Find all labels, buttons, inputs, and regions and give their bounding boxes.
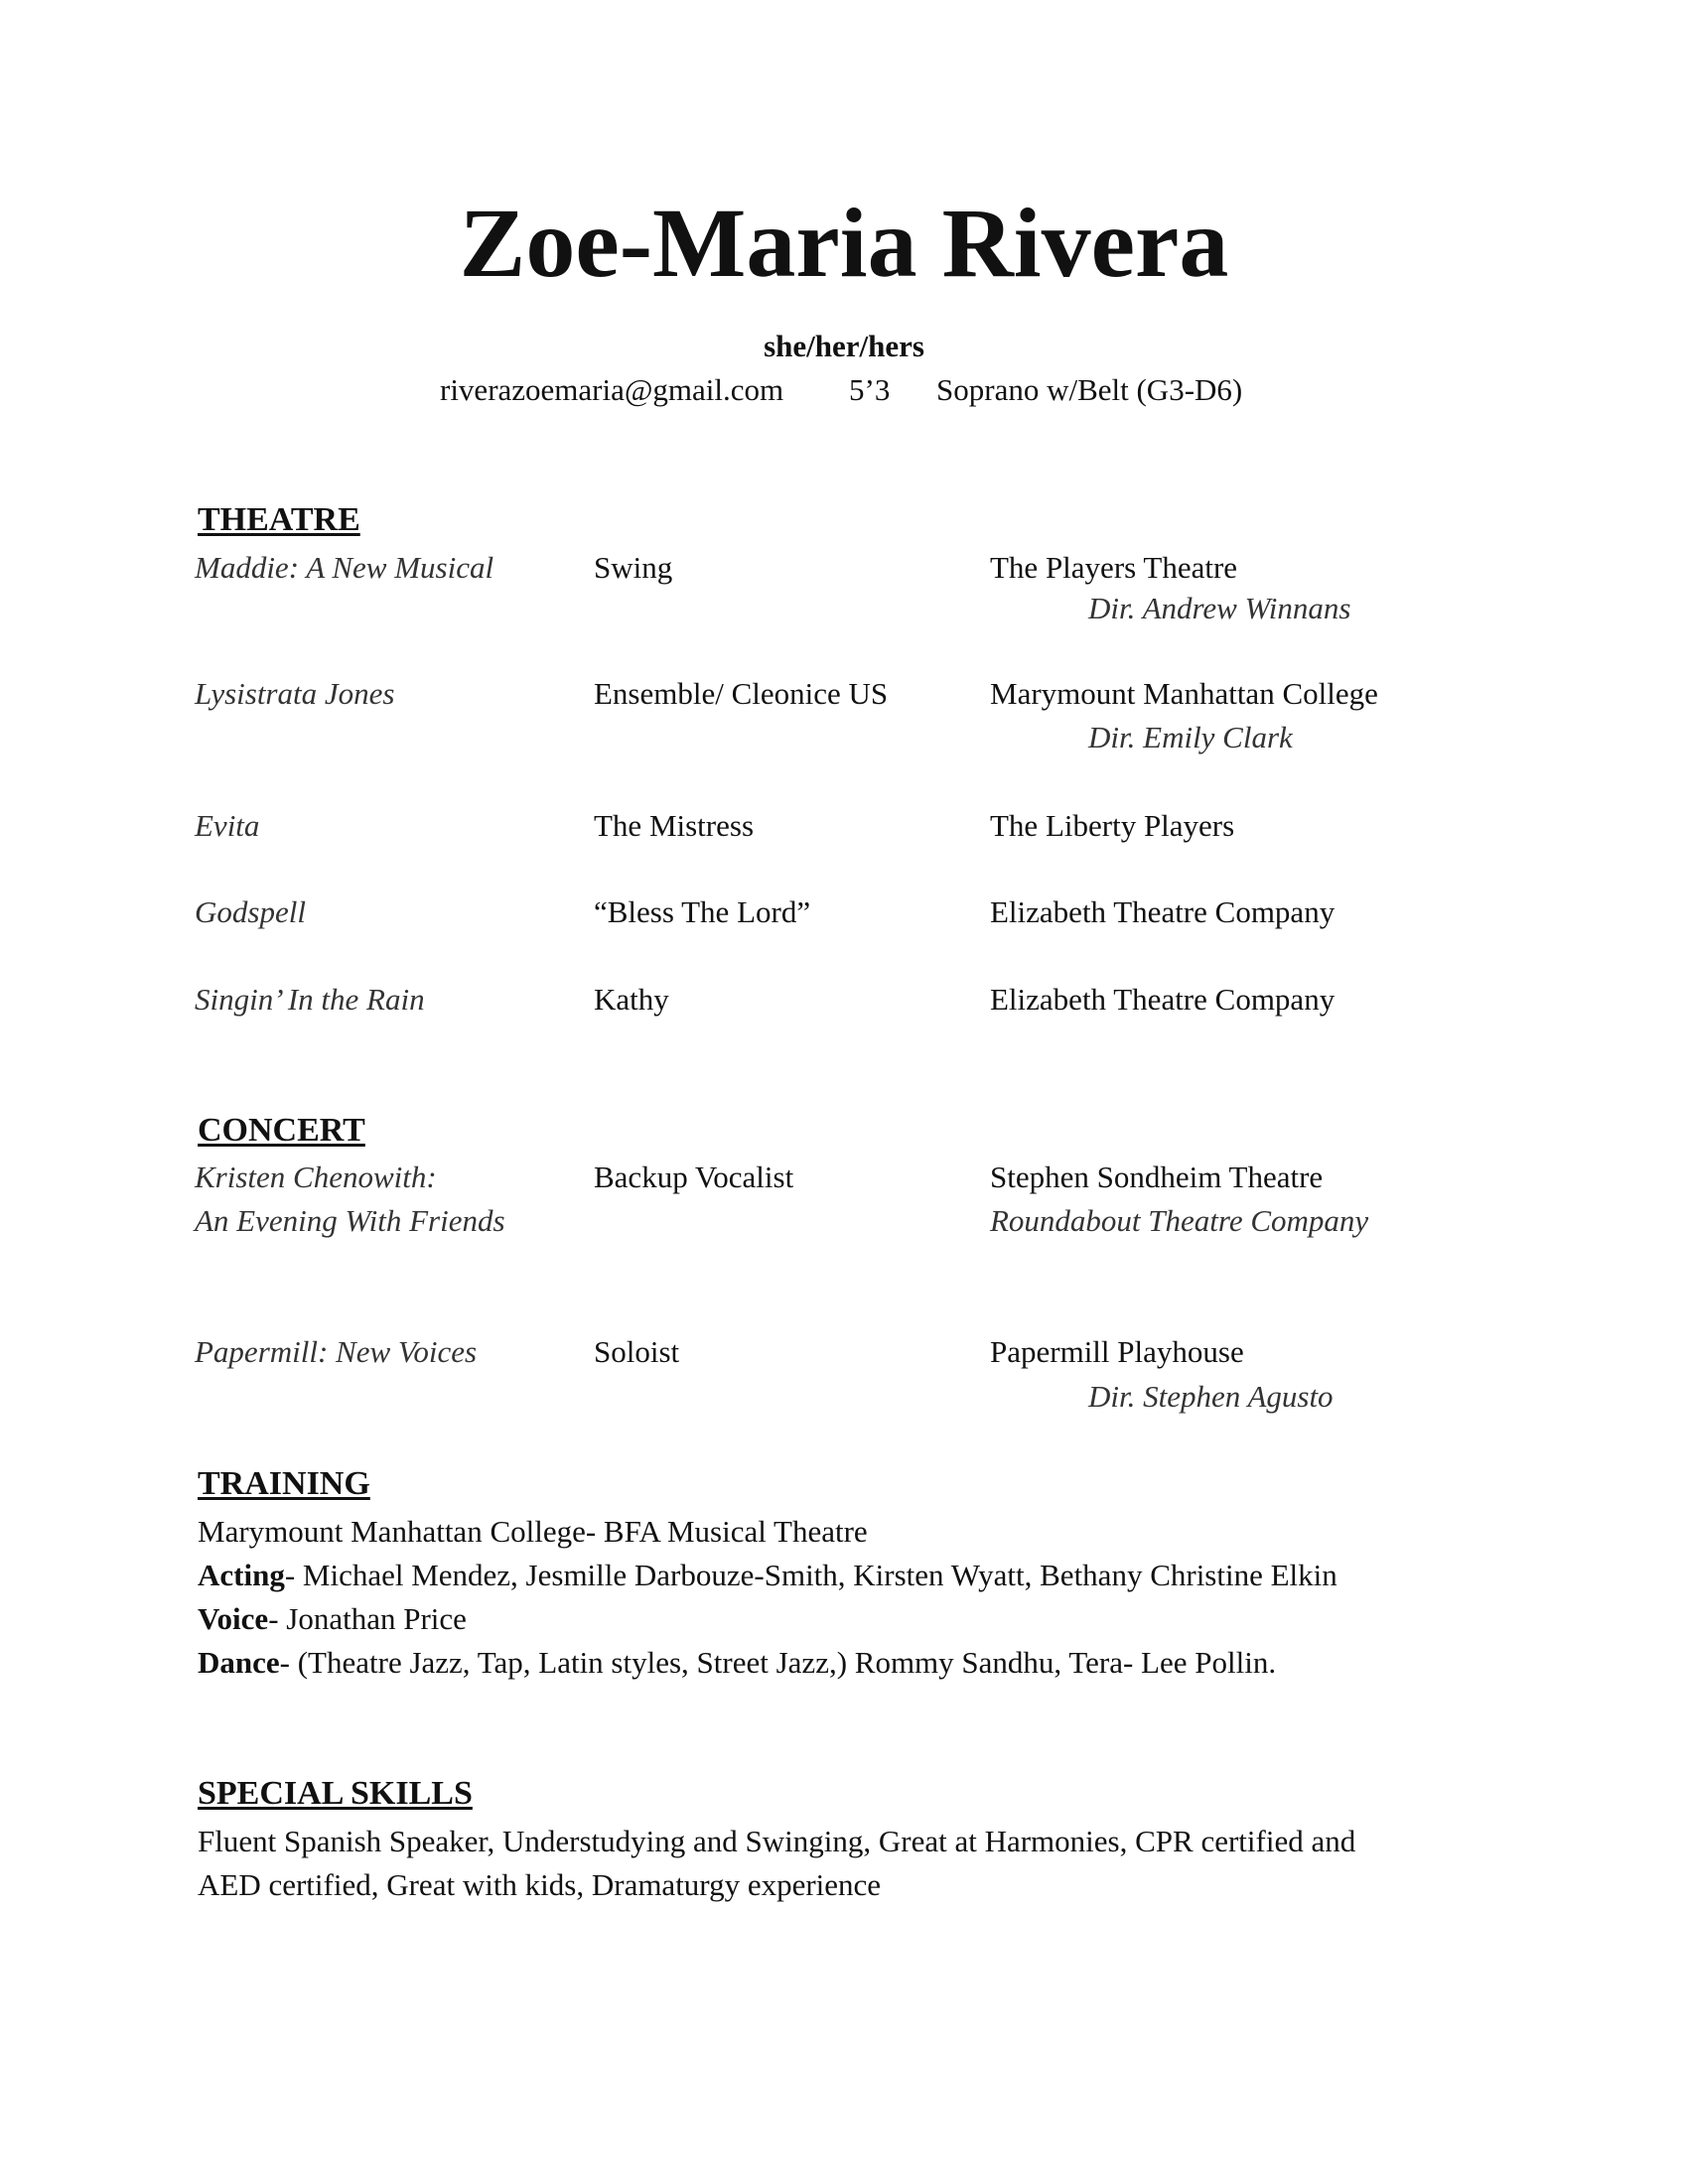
- venue: Papermill Playhouse: [990, 1334, 1244, 1369]
- pronouns: she/her/hers: [764, 329, 924, 363]
- role: Backup Vocalist: [594, 1160, 794, 1194]
- voice-label: Voice: [198, 1601, 269, 1636]
- acting-teachers: - Michael Mendez, Jesmille Darbouze-Smith, Kirsten Wyatt, Bethany Christine Elkin: [284, 1558, 1337, 1592]
- voice-type: Soprano w/Belt (G3-D6): [936, 372, 1243, 407]
- training-school: Marymount Manhattan College- BFA Musical Theatre: [198, 1514, 868, 1549]
- role: Soloist: [594, 1334, 680, 1369]
- role: The Mistress: [594, 808, 755, 843]
- venue: Stephen Sondheim Theatre: [990, 1160, 1324, 1194]
- director: Dir. Emily Clark: [1088, 720, 1293, 754]
- email: riverazoemaria@gmail.com: [440, 372, 784, 407]
- venue: Elizabeth Theatre Company: [990, 982, 1336, 1017]
- role: “Bless The Lord”: [594, 894, 811, 929]
- show-title: Papermill: New Voices: [195, 1334, 478, 1369]
- director: Dir. Stephen Agusto: [1088, 1379, 1334, 1414]
- company: Roundabout Theatre Company: [990, 1203, 1369, 1238]
- show-title: Lysistrata Jones: [195, 676, 395, 711]
- show-title-line2: An Evening With Friends: [195, 1203, 505, 1238]
- theatre-heading: THEATRE: [198, 501, 360, 538]
- training-heading: TRAINING: [198, 1465, 370, 1502]
- role: Swing: [594, 550, 673, 585]
- director: Dir. Andrew Winnans: [1088, 591, 1351, 625]
- show-title: Evita: [195, 808, 260, 843]
- training-dance: [198, 1647, 1276, 1678]
- dance-teachers: - (Theatre Jazz, Tap, Latin styles, Street Jazz,) Rommy Sandhu, Tera- Lee Pollin.: [279, 1645, 1277, 1680]
- venue: Elizabeth Theatre Company: [990, 894, 1336, 929]
- show-title-line1: Kristen Chenowith:: [195, 1160, 437, 1194]
- role: Ensemble/ Cleonice US: [594, 676, 889, 711]
- special-skills-line2: AED certified, Great with kids, Dramaturgy experience: [198, 1867, 882, 1902]
- show-title: Maddie: A New Musical: [195, 550, 494, 585]
- role: Kathy: [594, 982, 669, 1017]
- special-skills-line1: Fluent Spanish Speaker, Understudying and Swinging, Great at Harmonies, CPR certified and: [198, 1824, 1356, 1858]
- show-title: Singin’ In the Rain: [195, 982, 425, 1017]
- concert-heading: CONCERT: [198, 1112, 365, 1149]
- special-skills-heading: SPECIAL SKILLS: [198, 1775, 473, 1812]
- training-acting: [198, 1560, 1337, 1590]
- dance-label: Dance: [198, 1645, 280, 1680]
- show-title: Godspell: [195, 894, 306, 929]
- voice-teachers: - Jonathan Price: [268, 1601, 467, 1636]
- height: 5’3: [849, 372, 891, 407]
- venue: The Players Theatre: [990, 550, 1238, 585]
- acting-label: Acting: [198, 1558, 285, 1592]
- venue: The Liberty Players: [990, 808, 1235, 843]
- training-voice: [198, 1603, 467, 1634]
- resume-name: Zoe-Maria Rivera: [459, 188, 1229, 298]
- venue: Marymount Manhattan College: [990, 676, 1378, 711]
